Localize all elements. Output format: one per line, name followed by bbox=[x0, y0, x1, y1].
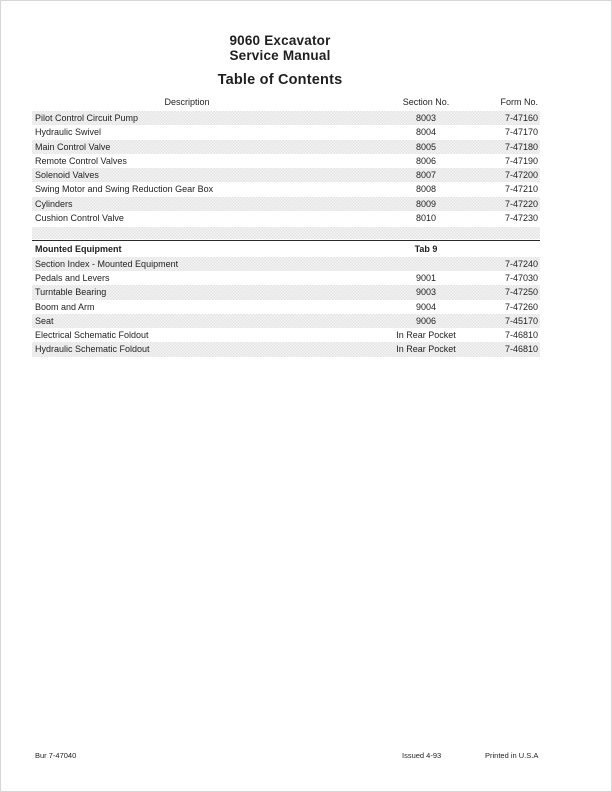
column-header-form-no: Form No. bbox=[500, 97, 538, 107]
toc-row-section-no: 9006 bbox=[415, 315, 437, 326]
toc-row-description: Remote Control Valves bbox=[35, 155, 127, 166]
toc-row-section-no: In Rear Pocket bbox=[396, 344, 456, 355]
toc-row bbox=[32, 257, 540, 271]
toc-row-section-no: In Rear Pocket bbox=[396, 330, 456, 341]
page-title: Table of Contents bbox=[217, 72, 343, 88]
document-header bbox=[0, 33, 560, 88]
toc-header-row bbox=[32, 95, 540, 109]
toc-row bbox=[32, 342, 540, 356]
toc-row-form-no: 7-47170 bbox=[504, 127, 538, 138]
toc-row-form-no: 7-47190 bbox=[504, 155, 538, 166]
toc-row-description: Boom and Arm bbox=[35, 301, 95, 312]
toc-row-section-no: 9004 bbox=[415, 301, 437, 312]
toc-rows bbox=[32, 111, 540, 357]
toc-row-section-no: 8007 bbox=[415, 170, 437, 181]
toc-row-description: Electrical Schematic Foldout bbox=[35, 330, 149, 341]
toc-row-description: Pilot Control Circuit Pump bbox=[35, 113, 139, 123]
manual-title-line2: Service Manual bbox=[229, 48, 331, 63]
toc-row-form-no: 7-47240 bbox=[504, 258, 538, 269]
toc-row-form-no: 7-46810 bbox=[504, 330, 538, 341]
toc-spacer-row bbox=[32, 227, 540, 239]
toc-row-form-no: 7-47260 bbox=[504, 301, 538, 312]
toc-row-description: Cylinders bbox=[35, 198, 73, 209]
toc-row-form-no: 7-47250 bbox=[504, 287, 538, 298]
toc-row-description: Main Control Valve bbox=[35, 141, 111, 152]
toc-row bbox=[32, 182, 540, 196]
toc-row-form-no: 7-47180 bbox=[504, 141, 538, 152]
toc-row-description: Cushion Control Valve bbox=[35, 213, 124, 224]
toc-row bbox=[32, 140, 540, 154]
toc-row-section-no: 8004 bbox=[415, 127, 437, 138]
toc-row-section-no: 8006 bbox=[415, 155, 437, 166]
toc-row bbox=[32, 271, 540, 285]
column-header-description: Description bbox=[164, 97, 210, 107]
toc-row-description: Swing Motor and Swing Reduction Gear Box bbox=[35, 184, 214, 195]
toc-row-description: Seat bbox=[35, 315, 54, 326]
toc-row-description: Section Index - Mounted Equipment bbox=[35, 258, 179, 269]
toc-row-section-no: 8005 bbox=[415, 141, 437, 152]
toc-row bbox=[32, 197, 540, 211]
toc-row-section-no: 8003 bbox=[415, 113, 437, 123]
toc-row-form-no: 7-47160 bbox=[504, 113, 538, 123]
toc-row-section-no: 9003 bbox=[415, 287, 437, 298]
toc-row-description: Hydraulic Swivel bbox=[35, 127, 102, 138]
toc-row-description: Turntable Bearing bbox=[35, 287, 107, 298]
toc-row-form-no: 7-46810 bbox=[504, 344, 538, 355]
toc-row bbox=[32, 328, 540, 342]
toc-row-form-no: 7-47230 bbox=[504, 213, 538, 224]
toc-row bbox=[32, 314, 540, 328]
toc-row bbox=[32, 242, 540, 256]
footer-issued-date: Issued 4-93 bbox=[402, 751, 442, 760]
toc-row-form-no: 7-47210 bbox=[504, 184, 538, 195]
toc-row-description: Pedals and Levers bbox=[35, 272, 110, 283]
toc-row bbox=[32, 300, 540, 314]
toc-row-description: Hydraulic Schematic Foldout bbox=[35, 344, 150, 355]
toc-row-section-no: 8009 bbox=[415, 198, 437, 209]
toc-row bbox=[32, 168, 540, 182]
toc-row bbox=[32, 125, 540, 139]
column-header-section-no: Section No. bbox=[402, 97, 450, 107]
toc-row-section-no: 8010 bbox=[415, 213, 437, 224]
toc-row-form-no: 7-45170 bbox=[504, 315, 538, 326]
toc-row-form-no: 7-47200 bbox=[504, 170, 538, 181]
toc-row-form-no: 7-47220 bbox=[504, 198, 538, 209]
footer-printed-in: Printed in U.S.A bbox=[485, 751, 539, 760]
toc-row bbox=[32, 211, 540, 225]
table-of-contents bbox=[32, 95, 540, 357]
section-divider-rule bbox=[32, 240, 540, 241]
footer-form-number: Bur 7-47040 bbox=[35, 751, 77, 760]
toc-row-section-no: 9001 bbox=[415, 272, 437, 283]
toc-row bbox=[32, 285, 540, 299]
manual-title-line1: 9060 Excavator bbox=[229, 33, 331, 48]
toc-row bbox=[32, 154, 540, 168]
toc-row-form-no: 7-47030 bbox=[504, 272, 538, 283]
toc-row-description: Mounted Equipment bbox=[35, 244, 122, 255]
toc-row-section-no: 8008 bbox=[415, 184, 437, 195]
toc-row-description: Solenoid Valves bbox=[35, 170, 99, 181]
toc-row bbox=[32, 111, 540, 125]
toc-row-section-no: Tab 9 bbox=[414, 244, 438, 255]
